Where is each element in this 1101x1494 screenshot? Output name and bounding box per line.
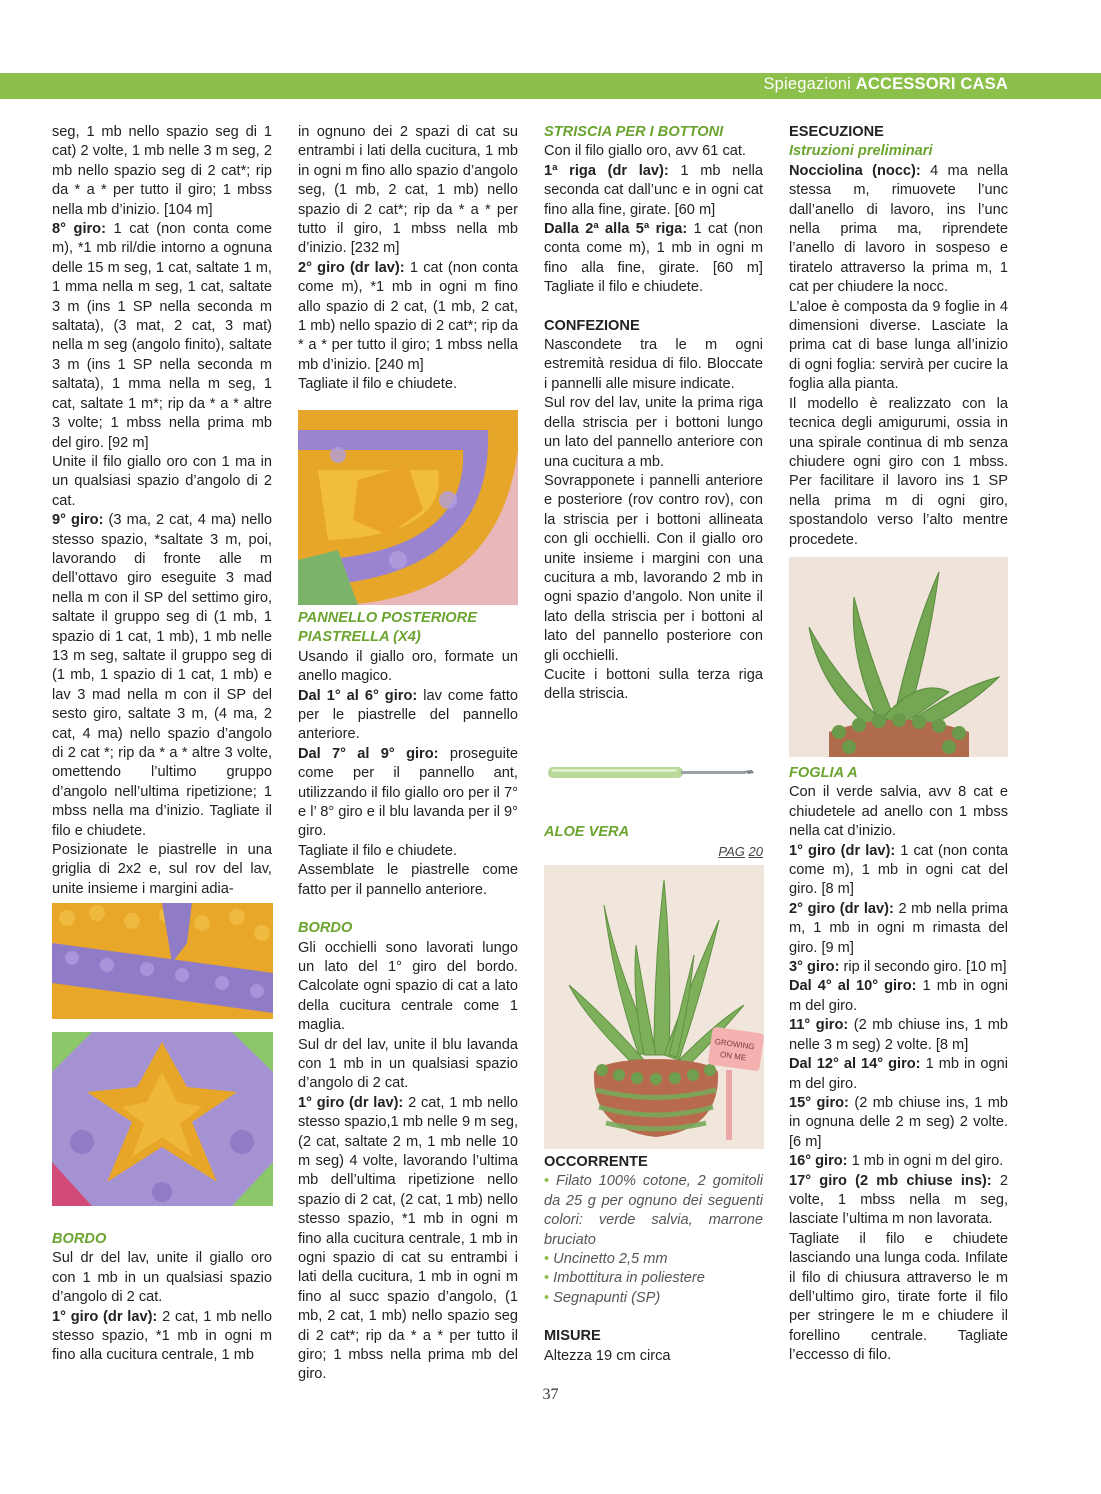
paragraph: 16° giro: 1 mb in ogni m del giro. <box>789 1153 1004 1170</box>
sign-line-1: GROWING <box>714 1037 756 1052</box>
column-3 <box>544 123 763 705</box>
confezione-heading: CONFEZIONE <box>544 317 640 334</box>
occorrente-heading: OCCORRENTE <box>544 1154 648 1170</box>
paragraph: 3° giro: rip il secondo giro. [10 m] <box>789 959 1007 976</box>
aloe-heading: ALOE VERA <box>544 824 630 840</box>
paragraph: 8° giro: 1 cat (non conta come m), *1 mb ril/die intorno a ognuna delle 15 m seg, 1 cat, saltate 1 m, 1 mma nella m seg, 1 cat, saltate 3 m (ins 1 SP nella seconda m saltata), (3 mat, 2 cat, 3 mat) nella m seg (angolo finito), saltate 3 m (ins 1 SP nella seconda m saltata), 1 mma nella m seg, 1 cat, saltate 1 m*; rip da * a * altre 3 volte; 1 mbss nella prima mb del giro. [92 m] <box>52 221 272 451</box>
column-3-materials <box>544 1153 763 1366</box>
column-2 <box>298 123 518 395</box>
paragraph: Sul dr del lav, unite il blu lavanda con 1 mb in un qualsiasi spazio d’angolo di 2 cat. <box>298 1036 518 1092</box>
sign-line-2: ON ME <box>719 1049 747 1063</box>
paragraph: Posizionate le piastrelle in una griglia di 2x2 e, sul rov del lav, unite insieme i margini adia- <box>52 842 272 897</box>
bordo-heading: BORDO <box>298 920 353 937</box>
paragraph: Con il verde salvia, avv 8 cat e chiudetele ad anello con 1 mbss nella cat d’inizio. <box>789 784 1008 840</box>
crochet-corner-photo <box>298 410 518 605</box>
esecuzione-heading: ESECUZIONE <box>789 124 884 140</box>
paragraph: 1° giro (dr lav): 2 cat, 1 mb nello stesso spazio,1 mb nelle 9 m seg, (2 cat, saltate 2 m, 1 mb nelle 10 m seg) 4 volte, lavorando l’ultima mb dell’ultima ripetizione nello spazio di 2 cat, (2 cat, 1 mb) nello stesso spazio, *1 mb in ogni m fino alla cucitura centrale, 1 mb in ogni spazio di cat su entrambi i lati della cucitura, 1 mb in ogni m fino al succ spazio d’angolo, (1 mb, 2 cat, 1 mb) nello spazio seg di 2 cat*; rip da * a * per tutto il giro; 1 mbss nella prima mb del giro. <box>298 1094 519 1383</box>
pannello-heading: PANNELLO POSTERIORE PIASTRELLA (X4) <box>298 610 477 646</box>
paragraph: Usando il giallo oro, formate un anello magico. <box>298 648 518 685</box>
paragraph: in ognuno dei 2 spazi di cat su entrambi i lati della cucitura, 1 mb in ogni m fino allo spazio d’angolo seg, (1 mb, 2 cat, 1 mb) nello spazio di 2 cat*; rip da * a * per tutto il giro, 1 mbss nella mb d’inizio. [232 m] <box>298 124 518 257</box>
column-1-bottom <box>52 1230 272 1366</box>
column-3-aloe <box>544 823 763 862</box>
paragraph: Dalla 2ª alla 5ª riga: 1 cat (non conta come m), 1 mb in ogni m fino alla fine, girate. [60 m] Tagliate il filo e chiudete. <box>544 221 763 296</box>
list-item: • Filato 100% cotone, 2 gomitoli da 25 g per ognuno dei seguenti colori: verde salvia, marrone bruciato <box>544 1173 763 1248</box>
crochet-seam-photo <box>52 903 273 1019</box>
paragraph: seg, 1 mb nello spazio seg di 1 cat) 2 volte, 1 mb nelle 3 m seg, 2 mb nello spazio seg di 2 cat*; rip da * a * per tutto il giro; 1 mbss nella mb d’inizio. [104 m] <box>52 124 272 218</box>
paragraph: Sul dr del lav, unite il giallo oro con 1 mb in un qualsiasi spazio d’angolo di 2 cat. <box>52 1250 272 1306</box>
paragraph: Assemblate le piastrelle come fatto per il pannello anteriore. <box>298 862 518 898</box>
section-header <box>763 75 1008 94</box>
paragraph: 9° giro: (3 ma, 2 cat, 4 ma) nello stesso spazio, *saltate 3 m, poi, lavorando di fronte alle m dell’ottavo giro eseguite 3 mad nella m con il SP del settimo giro, saltate il gruppo seg di (1 mb, 1 spazio di 1 cat, 1 mb), 1 mb nelle 13 m seg, saltate il gruppo seg di (1 mb, 1 spazio di 1 cat, 1 mb) e lav 3 mad nella m con il SP del sesto giro, saltate 3 m, (4 ma, 2 cat, 4 ma) nello spazio d’angolo di 2 cat *; rip da * a * altre 3 volte, omettendo l’ultimo gruppo d’angolo nell’ultima ripetizione; 1 mbss nella ma d’inizio. Tagliate il filo e chiudete. <box>52 512 272 839</box>
paragraph: Con il filo giallo oro, avv 61 cat. <box>544 143 746 160</box>
paragraph: Dal 12° al 14° giro: 1 mb in ogni m del giro. <box>789 1056 1008 1092</box>
paragraph: Tagliate il filo e chiudete. <box>298 376 458 393</box>
paragraph: 2° giro (dr lav): 2 mb nella prima m, 1 mb in ogni m rimasta del giro. [9 m] <box>789 900 1009 956</box>
paragraph: Il modello è realizzato con la tecnica degli amigurumi, ossia in una spirale continua di mb senza chiudere ogni giro con 1 mbss. Per facilitare il lavoro ins 1 SP nella prima m di ogni giro, spostandolo verso l’alto mentre procedete. <box>789 395 1008 548</box>
paragraph: Dal 7° al 9° giro: proseguite come per il pannello ant, utilizzando il filo giallo oro per il 7° e l’ 8° giro e il blu lavanda per il 9° giro. <box>298 745 518 840</box>
header-section: Spiegazioni <box>763 75 851 93</box>
paragraph: Dal 4° al 10° giro: 1 mb in ogni m del giro. <box>789 978 1009 1014</box>
aloe-vera-photo <box>544 865 764 1149</box>
paragraph: 2° giro (dr lav): 1 cat (non conta come m), *1 mb in ogni m fino allo spazio di 2 cat, (1 mb, 2 cat, 1 mb) nello spazio di 2 cat*; rip da * a * per tutto il giro; 1 mbss nella mb d’inizio. [240 m] <box>298 259 519 373</box>
column-4-bottom <box>789 764 1008 1366</box>
column-2-bottom <box>298 609 518 1385</box>
paragraph: 15° giro: (2 mb chiuse ins, 1 mb in ognuna delle 2 m seg) 2 volte. [6 m] <box>789 1094 1008 1150</box>
paragraph: Sul rov del lav, unite la prima riga della striscia per i bottoni lungo un lato del pannello anteriore con una cucitura a mb. <box>544 395 763 470</box>
paragraph: Cucite i bottoni sulla terza riga della striscia. <box>544 666 763 703</box>
paragraph: Sovrapponete i pannelli anteriore e posteriore (rov contro rov), con la striscia per i bottoni allineata con gli occhielli. Con il giallo oro unite insieme i margini con una cucitura a mb, lavorando 2 mb in ogni spazio d’angolo. Non unite il lato della striscia per i bottoni al lato del pannello posteriore con gli occhielli. <box>544 472 763 664</box>
header-title: ACCESSORI CASA <box>855 75 1008 93</box>
paragraph: Tagliate il filo e chiudete. <box>298 842 458 859</box>
istruzioni-heading: Istruzioni preliminari <box>789 143 933 160</box>
paragraph: 1° giro (dr lav): 2 cat, 1 mb nello stesso spazio, *1 mb in ogni m fino alla cucitura centrale, 1 mb <box>52 1308 273 1364</box>
paragraph: Altezza 19 cm circa <box>544 1347 671 1364</box>
paragraph: Unite il filo giallo oro con 1 ma in un qualsiasi spazio d’angolo di 2 cat. <box>52 453 272 509</box>
page-reference: PAG 20 <box>718 844 763 860</box>
paragraph: 1ª riga (dr lav): 1 mb nella seconda cat dall’unc e in ogni cat fino alla fine, girate. [60 m] <box>544 162 763 218</box>
paragraph: Nascondete tra le m ogni estremità residua di filo. Bloccate i pannelli alle misure indicate. <box>544 337 763 392</box>
list-item: • Imbottitura in poliestere <box>544 1270 705 1287</box>
paragraph: Dal 1° al 6° giro: lav come fatto per le piastrelle del pannello anteriore. <box>298 687 518 743</box>
paragraph: Tagliate il filo e chiudete lasciando una lunga coda. Infilate il filo di chiusura attraverso le m dell’ultimo giro, tirate forte il filo per stringere le m e chiudere il forellino centrale. Tagliate l’eccesso di filo. <box>789 1230 1008 1364</box>
paragraph: Gli occhielli sono lavorati lungo un lato del 1° giro del bordo. Calcolate ogni spazio di cat a lato della cucitura centrale come 1 maglia. <box>298 939 518 1034</box>
paragraph: Nocciolina (nocc): 4 ma nella stessa m, rimuovete l’unc dall’anello di lavoro, ins l’unc nella prima ma, riprendete l’anello di lavoro in sospeso e tiratelo attraverso la prima m, 1 cat per chiudere la nocc. <box>789 162 1009 296</box>
column-4 <box>789 123 1008 550</box>
paragraph: 11° giro: (2 mb chiuse ins, 1 mb nelle 3 m seg) 2 volte. [8 m] <box>789 1017 1008 1053</box>
crochet-tiles-photo <box>52 1032 273 1206</box>
paragraph: L’aloe è composta da 9 foglie in 4 dimensioni diverse. Lasciate la prima cat di base lunga all’inizio di ogni foglia: servirà per cucire la foglia alla pianta. <box>789 298 1008 393</box>
paragraph: 1° giro (dr lav): 1 cat (non conta come m), 1 mb in ogni cat del giro. [8 m] <box>789 842 1008 898</box>
page-number: 37 <box>542 1386 559 1403</box>
foglia-heading: FOGLIA A <box>789 765 858 781</box>
misure-heading: MISURE <box>544 1328 601 1345</box>
aloe-detail-photo <box>789 557 1008 757</box>
bordo-heading: BORDO <box>52 1231 107 1247</box>
column-1 <box>52 123 272 899</box>
striscia-heading: STRISCIA PER I BOTTONI <box>544 124 724 140</box>
list-item: • Segnapunti (SP) <box>544 1289 661 1306</box>
crochet-hook-image <box>548 763 758 783</box>
paragraph: 17° giro (2 mb chiuse ins): 2 volte, 1 mbss nella m seg, lasciate l’ultima m non lavorata. <box>789 1172 1008 1228</box>
list-item: • Uncinetto 2,5 mm <box>544 1251 668 1268</box>
